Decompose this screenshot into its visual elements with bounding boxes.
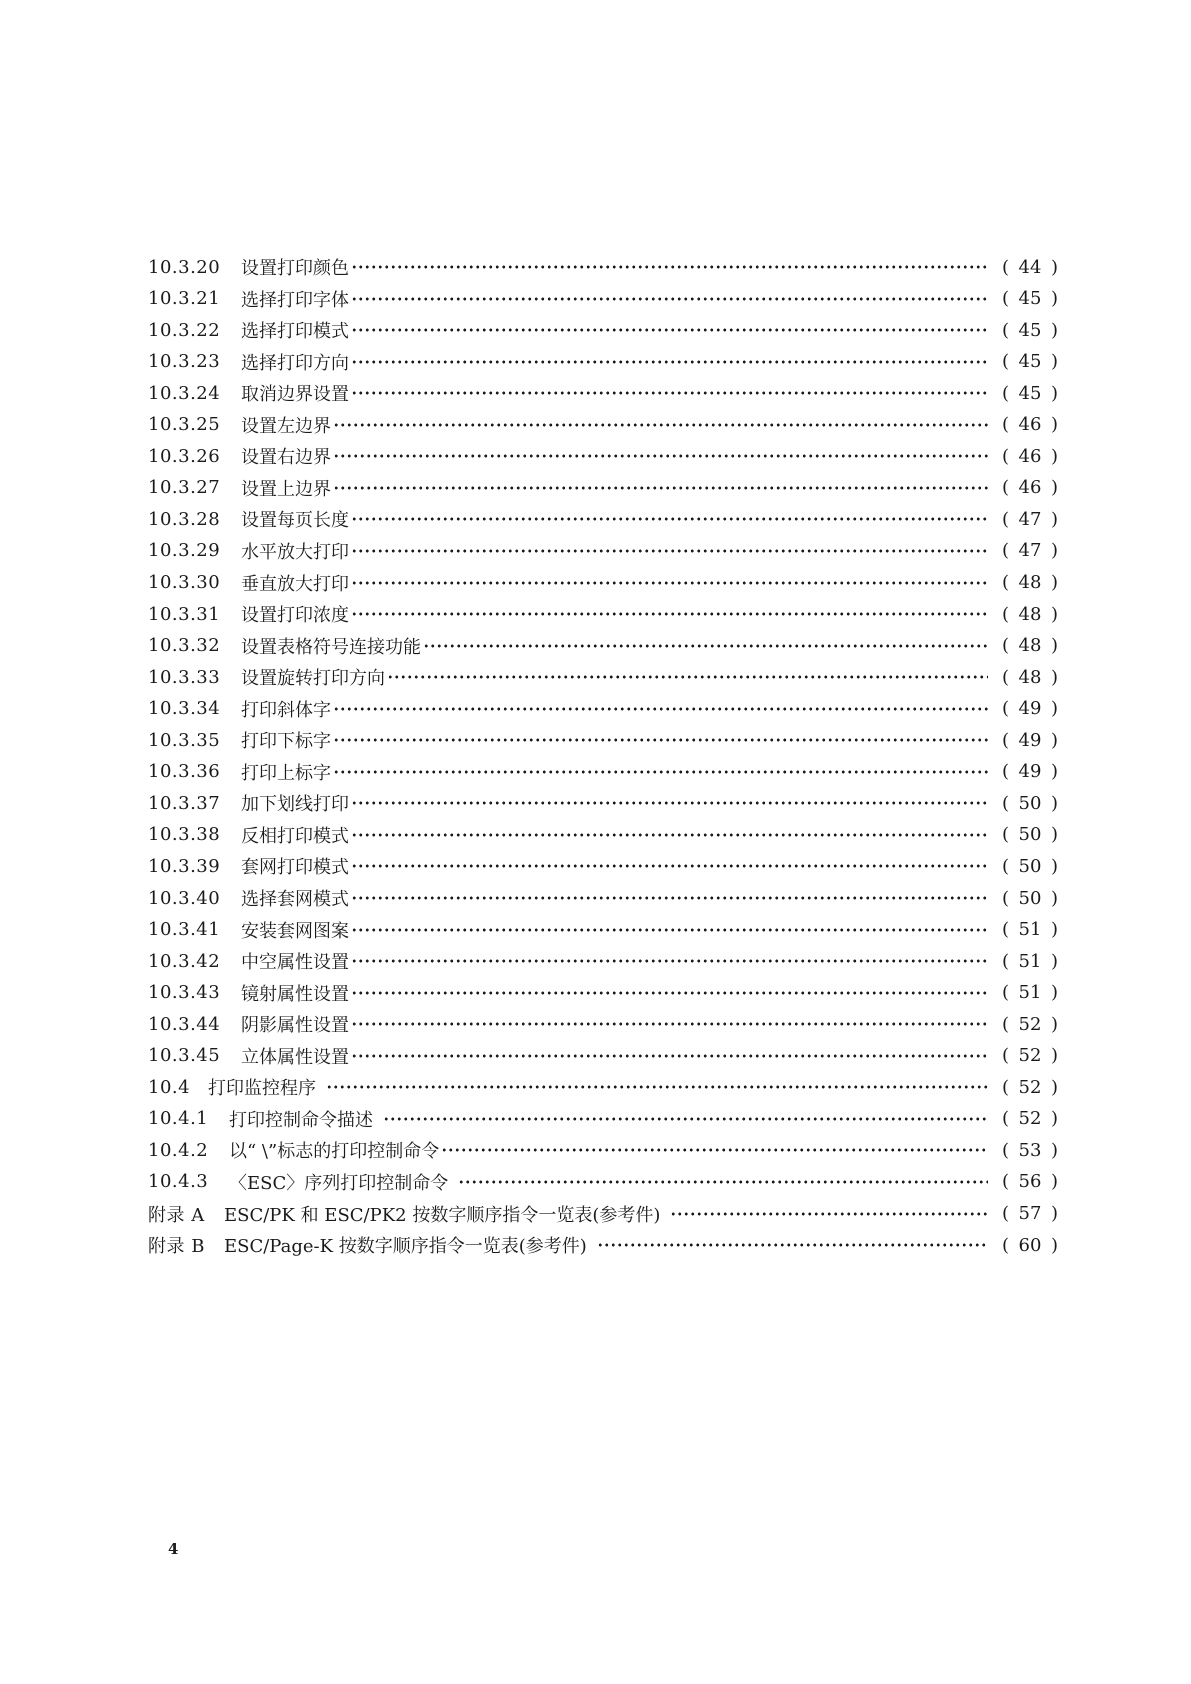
page-value: 46 xyxy=(1018,414,1042,436)
close-paren: ) xyxy=(1050,666,1058,688)
open-paren: ( xyxy=(1002,288,1010,310)
toc-entry[interactable] xyxy=(148,1011,1058,1037)
close-paren: ) xyxy=(1050,792,1058,814)
page-reference xyxy=(1002,604,1058,625)
dot-leader xyxy=(351,390,988,396)
close-paren: ) xyxy=(1050,603,1058,625)
page-value: 52 xyxy=(1018,1076,1042,1098)
open-paren: ( xyxy=(1002,698,1010,720)
entry-title: 选择套网模式 xyxy=(241,889,349,910)
dot-leader xyxy=(423,643,988,649)
page-value: 44 xyxy=(1018,256,1042,278)
close-paren: ) xyxy=(1050,445,1058,467)
entry-title: 设置打印浓度 xyxy=(241,605,349,627)
close-paren: ) xyxy=(1050,572,1058,593)
toc-entry[interactable] xyxy=(148,759,1058,785)
open-paren: ( xyxy=(1002,540,1010,562)
section-number: 附录 B xyxy=(148,1236,205,1258)
close-paren: ) xyxy=(1050,382,1058,404)
section-number: 10.3.33 xyxy=(148,666,221,688)
close-paren: ) xyxy=(1050,1045,1058,1067)
close-paren: ) xyxy=(1050,477,1058,499)
dot-leader xyxy=(351,580,988,586)
open-paren: ( xyxy=(1002,1139,1010,1161)
entry-title: 打印控制命令描述 xyxy=(229,1109,373,1131)
entry-title: 阴影属性设置 xyxy=(241,1015,349,1037)
close-paren: ) xyxy=(1050,351,1058,373)
page-reference xyxy=(1002,761,1058,782)
page-value: 45 xyxy=(1018,288,1042,310)
dot-leader xyxy=(333,706,988,712)
entry-title: 设置每页长度 xyxy=(241,510,349,532)
page-value: 50 xyxy=(1018,855,1042,877)
page-value: 45 xyxy=(1018,319,1042,341)
close-paren: ) xyxy=(1050,256,1058,278)
page-reference xyxy=(1002,1014,1058,1035)
dot-leader xyxy=(458,1179,988,1185)
section-number: 10.3.26 xyxy=(148,445,221,467)
open-paren: ( xyxy=(1002,982,1010,1004)
close-paren: ) xyxy=(1050,319,1058,341)
close-paren: ) xyxy=(1050,1171,1058,1193)
dot-leader xyxy=(351,990,988,996)
toc-entry[interactable] xyxy=(148,917,1058,943)
toc-entry[interactable] xyxy=(148,254,1058,280)
page-value: 56 xyxy=(1018,1171,1042,1193)
page-value: 47 xyxy=(1018,540,1042,562)
section-number: 10.3.38 xyxy=(148,824,221,846)
section-number: 10.3.22 xyxy=(148,319,221,341)
toc-entry[interactable] xyxy=(148,506,1058,532)
page-reference xyxy=(1002,698,1058,719)
page-value: 51 xyxy=(1018,919,1042,941)
toc-entry[interactable] xyxy=(148,443,1058,469)
close-paren: ) xyxy=(1050,855,1058,877)
entry-title: 选择打印模式 xyxy=(241,321,349,343)
entry-title: 打印斜体字 xyxy=(241,699,331,721)
open-paren: ( xyxy=(1002,603,1010,625)
page-reference xyxy=(1002,288,1058,309)
dot-leader xyxy=(351,548,988,554)
entry-title: ESC/Page-K 按数字顺序指令一览表(参考件) xyxy=(224,1236,587,1258)
close-paren: ) xyxy=(1050,761,1058,783)
open-paren: ( xyxy=(1002,1203,1010,1224)
toc-entry[interactable] xyxy=(148,727,1058,753)
section-number: 10.4.2 xyxy=(148,1139,209,1161)
section-number: 10.3.31 xyxy=(148,603,221,625)
dot-leader xyxy=(351,327,988,333)
page-value: 50 xyxy=(1018,792,1042,814)
dot-leader xyxy=(351,264,988,270)
dot-leader xyxy=(333,422,988,428)
toc-entry[interactable] xyxy=(148,1137,1058,1163)
page-reference xyxy=(1002,540,1058,561)
dot-leader xyxy=(351,296,988,302)
section-number: 10.3.35 xyxy=(148,729,221,751)
section-number: 10.3.40 xyxy=(148,887,221,909)
open-paren: ( xyxy=(1002,1045,1010,1067)
close-paren: ) xyxy=(1050,288,1058,310)
close-paren: ) xyxy=(1050,540,1058,562)
entry-title: 设置右边界 xyxy=(241,447,331,469)
dot-leader xyxy=(333,769,988,775)
open-paren: ( xyxy=(1002,1013,1010,1035)
page-value: 50 xyxy=(1018,887,1042,909)
page-reference xyxy=(1002,824,1058,845)
open-paren: ( xyxy=(1002,1108,1010,1130)
section-number: 10.3.24 xyxy=(148,382,221,404)
close-paren: ) xyxy=(1050,698,1058,720)
page-value: 51 xyxy=(1018,982,1042,1004)
open-paren: ( xyxy=(1002,792,1010,814)
toc-entry[interactable] xyxy=(148,1201,1058,1227)
page-reference xyxy=(1002,730,1058,751)
open-paren: ( xyxy=(1002,382,1010,404)
toc-entry[interactable] xyxy=(148,538,1058,564)
page-reference xyxy=(1002,414,1058,435)
section-number: 10.3.36 xyxy=(148,761,221,783)
page-value: 52 xyxy=(1018,1013,1042,1035)
close-paren: ) xyxy=(1050,887,1058,909)
section-number: 10.3.43 xyxy=(148,982,221,1004)
entry-title: 设置左边界 xyxy=(241,415,331,437)
entry-title: 安装套网图案 xyxy=(241,920,349,942)
toc-entry[interactable] xyxy=(148,601,1058,627)
open-paren: ( xyxy=(1002,351,1010,373)
section-number: 10.3.30 xyxy=(148,572,221,593)
page-reference xyxy=(1002,383,1058,404)
page-number: 4 xyxy=(168,1540,179,1558)
page-value: 60 xyxy=(1018,1234,1042,1256)
close-paren: ) xyxy=(1050,1076,1058,1098)
page-reference xyxy=(1002,667,1058,688)
page-reference xyxy=(1002,1077,1058,1098)
entry-title: 打印监控程序 xyxy=(208,1078,316,1100)
page-reference xyxy=(1002,793,1058,814)
page-reference xyxy=(1002,572,1058,593)
page-reference xyxy=(1002,1235,1058,1256)
toc-entry[interactable] xyxy=(148,1232,1058,1258)
dot-leader xyxy=(351,516,988,522)
entry-title: 加下划线打印 xyxy=(241,794,349,816)
dot-leader xyxy=(333,737,988,743)
dot-leader xyxy=(670,1211,988,1217)
section-number: 10.3.42 xyxy=(148,950,221,972)
entry-title: 打印上标字 xyxy=(241,762,331,784)
page-value: 48 xyxy=(1018,603,1042,625)
entry-title: 选择打印字体 xyxy=(241,289,349,311)
entry-title: 选择打印方向 xyxy=(241,352,349,374)
section-number: 10.3.27 xyxy=(148,477,221,499)
page-value: 53 xyxy=(1018,1139,1042,1161)
section-number: 10.3.20 xyxy=(148,256,221,278)
page-value: 52 xyxy=(1018,1045,1042,1067)
page-reference xyxy=(1002,1203,1058,1224)
page-reference xyxy=(1002,446,1058,467)
close-paren: ) xyxy=(1050,414,1058,436)
open-paren: ( xyxy=(1002,319,1010,341)
open-paren: ( xyxy=(1002,445,1010,467)
page-reference xyxy=(1002,1045,1058,1066)
page-reference xyxy=(1002,919,1058,940)
section-number: 10.3.39 xyxy=(148,855,221,877)
dot-leader xyxy=(351,1053,988,1059)
page-reference xyxy=(1002,320,1058,341)
entry-title: 套网打印模式 xyxy=(241,857,349,879)
entry-title: 〈ESC〉序列打印控制命令 xyxy=(229,1172,449,1194)
page-value: 49 xyxy=(1018,698,1042,720)
page-reference xyxy=(1002,1171,1058,1192)
close-paren: ) xyxy=(1050,1234,1058,1256)
section-number: 附录 A xyxy=(148,1204,205,1226)
toc-entry[interactable] xyxy=(148,412,1058,438)
page-reference xyxy=(1002,351,1058,372)
toc-entry[interactable] xyxy=(148,570,1058,596)
page-reference xyxy=(1002,509,1058,530)
open-paren: ( xyxy=(1002,887,1010,909)
entry-title: 设置上边界 xyxy=(241,478,331,500)
dot-leader xyxy=(387,674,988,680)
open-paren: ( xyxy=(1002,761,1010,783)
toc-entry[interactable] xyxy=(148,1169,1058,1195)
page-value: 48 xyxy=(1018,572,1042,593)
toc-entry[interactable] xyxy=(148,286,1058,312)
dot-leader xyxy=(333,485,988,491)
page-value: 45 xyxy=(1018,351,1042,373)
dot-leader xyxy=(326,1084,988,1090)
page-reference xyxy=(1002,856,1058,877)
close-paren: ) xyxy=(1050,1203,1058,1224)
page-reference xyxy=(1002,951,1058,972)
entry-title: 水平放大打印 xyxy=(241,541,349,563)
page-reference xyxy=(1002,477,1058,498)
page-reference xyxy=(1002,1108,1058,1129)
page-value: 50 xyxy=(1018,824,1042,846)
dot-leader xyxy=(351,359,988,365)
page-value: 46 xyxy=(1018,445,1042,467)
section-number: 10.4 xyxy=(148,1076,191,1098)
section-number: 10.3.41 xyxy=(148,919,221,941)
dot-leader xyxy=(351,958,988,964)
dot-leader xyxy=(597,1242,988,1248)
toc-entry[interactable] xyxy=(148,380,1058,406)
dot-leader xyxy=(351,863,988,869)
page-reference xyxy=(1002,257,1058,278)
open-paren: ( xyxy=(1002,1171,1010,1193)
toc-entry[interactable] xyxy=(148,1043,1058,1069)
open-paren: ( xyxy=(1002,414,1010,436)
section-number: 10.4.1 xyxy=(148,1108,209,1130)
close-paren: ) xyxy=(1050,1108,1058,1130)
section-number: 10.3.32 xyxy=(148,635,221,657)
open-paren: ( xyxy=(1002,666,1010,688)
entry-title: 以“ \”标志的打印控制命令 xyxy=(229,1141,440,1163)
close-paren: ) xyxy=(1050,919,1058,941)
toc-entry[interactable] xyxy=(148,1106,1058,1132)
close-paren: ) xyxy=(1050,508,1058,530)
open-paren: ( xyxy=(1002,1076,1010,1098)
toc-entry[interactable] xyxy=(148,885,1058,911)
open-paren: ( xyxy=(1002,572,1010,593)
page-value: 49 xyxy=(1018,729,1042,751)
section-number: 10.3.37 xyxy=(148,792,221,814)
page-value: 48 xyxy=(1018,635,1042,657)
entry-title: ESC/PK 和 ESC/PK2 按数字顺序指令一览表(参考件) xyxy=(224,1204,661,1226)
dot-leader xyxy=(383,1116,988,1122)
dot-leader xyxy=(351,800,988,806)
toc-entry[interactable] xyxy=(148,696,1058,722)
close-paren: ) xyxy=(1050,729,1058,751)
toc-entry[interactable] xyxy=(148,853,1058,879)
dot-leader xyxy=(441,1147,988,1153)
page-reference xyxy=(1002,982,1058,1003)
open-paren: ( xyxy=(1002,919,1010,941)
entry-title: 镜射属性设置 xyxy=(241,983,349,1005)
toc-entry[interactable] xyxy=(148,475,1058,501)
page-reference xyxy=(1002,635,1058,656)
close-paren: ) xyxy=(1050,824,1058,846)
section-number: 10.3.45 xyxy=(148,1045,221,1067)
entry-title: 设置表格符号连接功能 xyxy=(241,636,421,658)
toc-entry[interactable] xyxy=(148,317,1058,343)
section-number: 10.3.34 xyxy=(148,698,221,720)
open-paren: ( xyxy=(1002,635,1010,657)
entry-title: 立体属性设置 xyxy=(241,1046,349,1068)
page-reference xyxy=(1002,888,1058,909)
open-paren: ( xyxy=(1002,508,1010,530)
close-paren: ) xyxy=(1050,1013,1058,1035)
entry-title: 设置打印颜色 xyxy=(241,258,349,279)
close-paren: ) xyxy=(1050,1139,1058,1161)
entry-title: 打印下标字 xyxy=(241,731,331,753)
section-number: 10.3.44 xyxy=(148,1013,221,1035)
dot-leader xyxy=(333,453,988,459)
section-number: 10.4.3 xyxy=(148,1171,209,1193)
close-paren: ) xyxy=(1050,950,1058,972)
toc-entry[interactable] xyxy=(148,664,1058,690)
page-value: 47 xyxy=(1018,508,1042,530)
entry-title: 中空属性设置 xyxy=(241,952,349,974)
dot-leader xyxy=(351,927,988,933)
dot-leader xyxy=(351,895,988,901)
open-paren: ( xyxy=(1002,729,1010,751)
dot-leader xyxy=(351,832,988,838)
page-value: 45 xyxy=(1018,382,1042,404)
page-value: 57 xyxy=(1018,1203,1042,1224)
open-paren: ( xyxy=(1002,950,1010,972)
toc-entry[interactable] xyxy=(148,633,1058,659)
section-number: 10.3.28 xyxy=(148,508,221,530)
close-paren: ) xyxy=(1050,982,1058,1004)
entry-title: 设置旋转打印方向 xyxy=(241,668,385,690)
open-paren: ( xyxy=(1002,1234,1010,1256)
toc-entry[interactable] xyxy=(148,948,1058,974)
section-number: 10.3.23 xyxy=(148,351,221,373)
section-number: 10.3.21 xyxy=(148,288,221,310)
toc-entry[interactable] xyxy=(148,822,1058,848)
page-reference xyxy=(1002,1140,1058,1161)
dot-leader xyxy=(351,1021,988,1027)
open-paren: ( xyxy=(1002,477,1010,499)
close-paren: ) xyxy=(1050,635,1058,657)
toc-entry[interactable] xyxy=(148,349,1058,375)
entry-title: 取消边界设置 xyxy=(241,384,349,406)
open-paren: ( xyxy=(1002,824,1010,846)
page-value: 52 xyxy=(1018,1108,1042,1130)
open-paren: ( xyxy=(1002,256,1010,278)
page-value: 48 xyxy=(1018,666,1042,688)
toc-entry[interactable] xyxy=(148,1074,1058,1100)
entry-title: 反相打印模式 xyxy=(241,825,349,847)
entry-title: 垂直放大打印 xyxy=(241,573,349,595)
page-value: 51 xyxy=(1018,950,1042,972)
page-value: 46 xyxy=(1018,477,1042,499)
toc-entry[interactable] xyxy=(148,980,1058,1006)
toc-entry[interactable] xyxy=(148,790,1058,816)
page-value: 49 xyxy=(1018,761,1042,783)
dot-leader xyxy=(351,611,988,617)
open-paren: ( xyxy=(1002,855,1010,877)
section-number: 10.3.29 xyxy=(148,540,221,562)
section-number: 10.3.25 xyxy=(148,414,221,436)
